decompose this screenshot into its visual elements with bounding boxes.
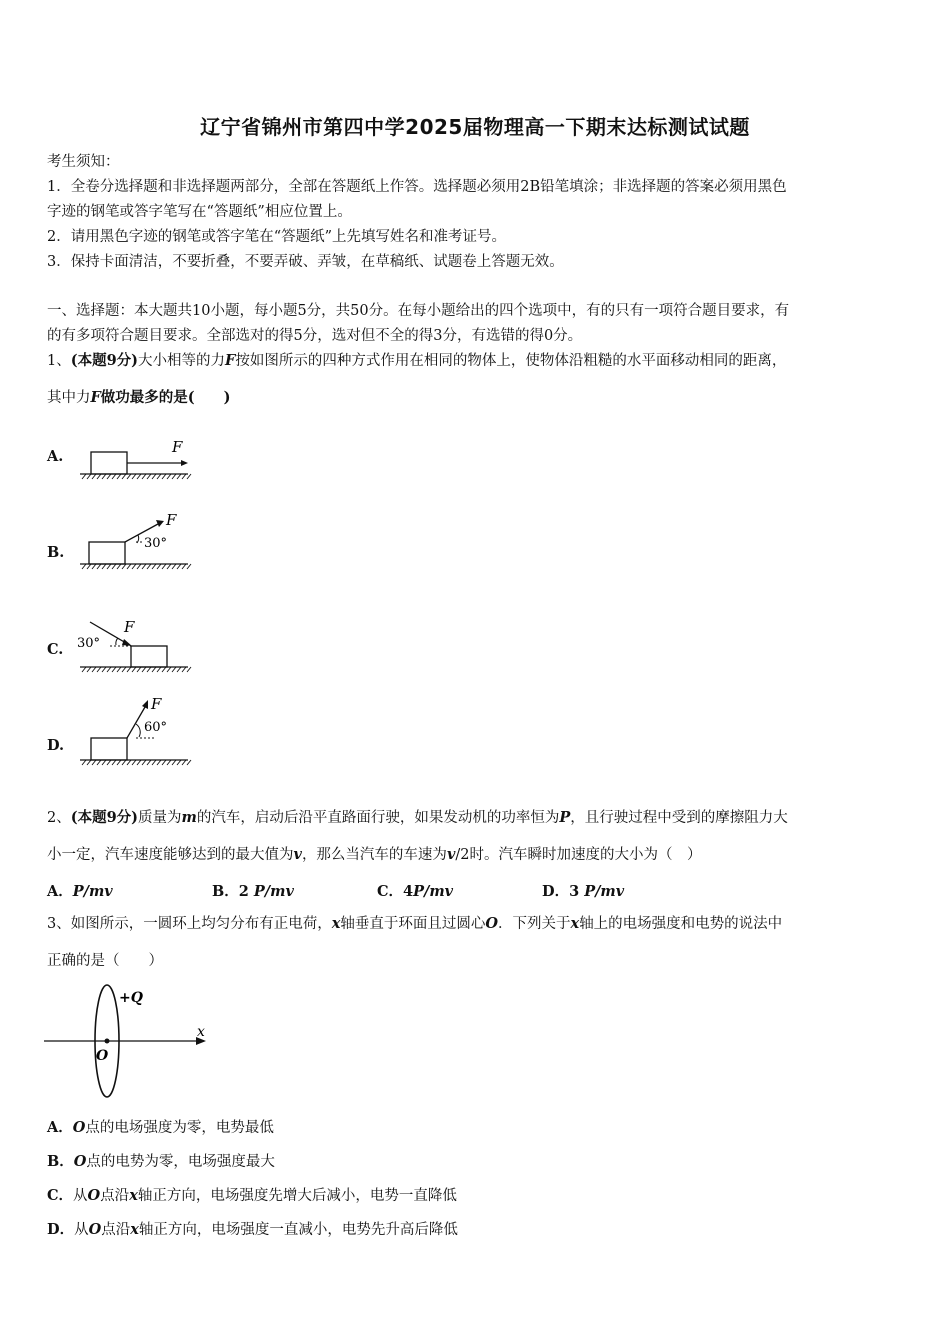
question-3-line-2: 正确的是（ ） bbox=[47, 953, 163, 969]
q1-option-d-label[interactable]: D. bbox=[47, 737, 65, 754]
section-instruction: 一、选择题：本大题共10小题，每小题5分，共50分。在每小题给出的四个选项中，有的只有一项符合题目要求，有 bbox=[47, 303, 790, 319]
section-instruction: 的有多项符合题目要求。全部选对的得5分，选对但不全的得3分，有选错的得0分。 bbox=[47, 328, 583, 344]
q2-option-d[interactable]: D．3 P/mv bbox=[542, 883, 625, 900]
page-title: 辽宁省锦州市第四中学2025届物理高一下期末达标测试试题 bbox=[200, 115, 750, 139]
center-point bbox=[105, 1039, 110, 1044]
question-2-line-1: 2、(本题9分)质量为m的汽车，启动后沿平直路面行驶，如果发动机的功率恒为P，且行驶过程中受到的摩擦阻力大 bbox=[47, 809, 788, 826]
notice-item: 1．全卷分选择题和非选择题两部分，全部在答题纸上作答。选择题必须用2B铅笔填涂；非选择题的答案必须用黑色 bbox=[47, 179, 787, 195]
question-2-line-2: 小一定，汽车速度能够达到的最大值为v，那么当汽车的车速为v/2时。汽车瞬时加速度的大小为（ ） bbox=[47, 846, 702, 863]
question-1-line-2: 其中力F做功最多的是( ) bbox=[47, 389, 231, 406]
arrow-icon bbox=[156, 520, 164, 527]
block-icon bbox=[91, 452, 127, 474]
q1-figure-a bbox=[78, 435, 193, 480]
arrow-icon bbox=[181, 460, 188, 466]
arrow-icon bbox=[122, 639, 132, 646]
block-icon bbox=[89, 542, 125, 564]
q3-option-c[interactable]: C．从O点沿x轴正方向，电场强度先增大后减小，电势一直降低 bbox=[47, 1187, 457, 1204]
q3-ring-figure bbox=[44, 980, 214, 1105]
q1-option-b-label[interactable]: B. bbox=[47, 544, 65, 561]
q1-figure-c bbox=[74, 614, 194, 676]
ground-hatch bbox=[82, 564, 191, 569]
force-label: F bbox=[172, 438, 183, 456]
notice-item: 3．保持卡面清洁，不要折叠，不要弄破、弄皱，在草稿纸、试题卷上答题无效。 bbox=[47, 254, 564, 270]
charge-label: +Q bbox=[119, 990, 143, 1006]
question-1-line-1: 1、(本题9分)大小相等的力F按如图所示的四种方式作用在相同的物体上，使物体沿粗糙的水平面移动相同的距离， bbox=[47, 352, 787, 369]
axis-label: x bbox=[197, 1024, 205, 1040]
block-icon bbox=[131, 646, 167, 667]
q3-option-b[interactable]: B．O点的电势为零，电场强度最大 bbox=[47, 1153, 275, 1170]
notice-item: 字迹的钢笔或答字笔写在“答题纸”相应位置上。 bbox=[47, 204, 352, 220]
ground-hatch bbox=[82, 667, 191, 672]
question-3-line-1: 3、如图所示，一圆环上均匀分布有正电荷，x轴垂直于环面且过圆心O．下列关于x轴上的电场强度和电势的说法中 bbox=[47, 915, 783, 932]
notice-heading: 考生须知： bbox=[47, 154, 120, 170]
q2-option-c[interactable]: C．4P/mv bbox=[377, 883, 454, 900]
angle-label: 30° bbox=[77, 636, 101, 651]
q1-option-a-label[interactable]: A. bbox=[47, 448, 64, 465]
q3-option-d[interactable]: D．从O点沿x轴正方向，电场强度一直减小，电势先升高后降低 bbox=[47, 1221, 458, 1238]
q1-figure-b bbox=[78, 508, 193, 573]
force-label: F bbox=[124, 618, 135, 636]
ground-hatch bbox=[82, 760, 191, 765]
force-label: F bbox=[151, 695, 162, 713]
q2-option-b[interactable]: B．2 P/mv bbox=[212, 883, 294, 900]
angle-label: 60° bbox=[144, 720, 168, 735]
ground-hatch bbox=[82, 474, 191, 479]
notice-item: 2．请用黑色字迹的钢笔或答字笔在“答题纸”上先填写姓名和准考证号。 bbox=[47, 229, 507, 245]
block-icon bbox=[91, 738, 127, 760]
q1-figure-d bbox=[78, 693, 193, 768]
q1-option-c-label[interactable]: C. bbox=[47, 641, 64, 658]
force-label: F bbox=[166, 511, 177, 529]
angle-label: 30° bbox=[144, 536, 168, 551]
q2-option-a[interactable]: A．P/mv bbox=[47, 883, 113, 900]
q3-option-a[interactable]: A．O点的电场强度为零，电势最低 bbox=[47, 1119, 274, 1136]
origin-label: O bbox=[96, 1048, 109, 1064]
